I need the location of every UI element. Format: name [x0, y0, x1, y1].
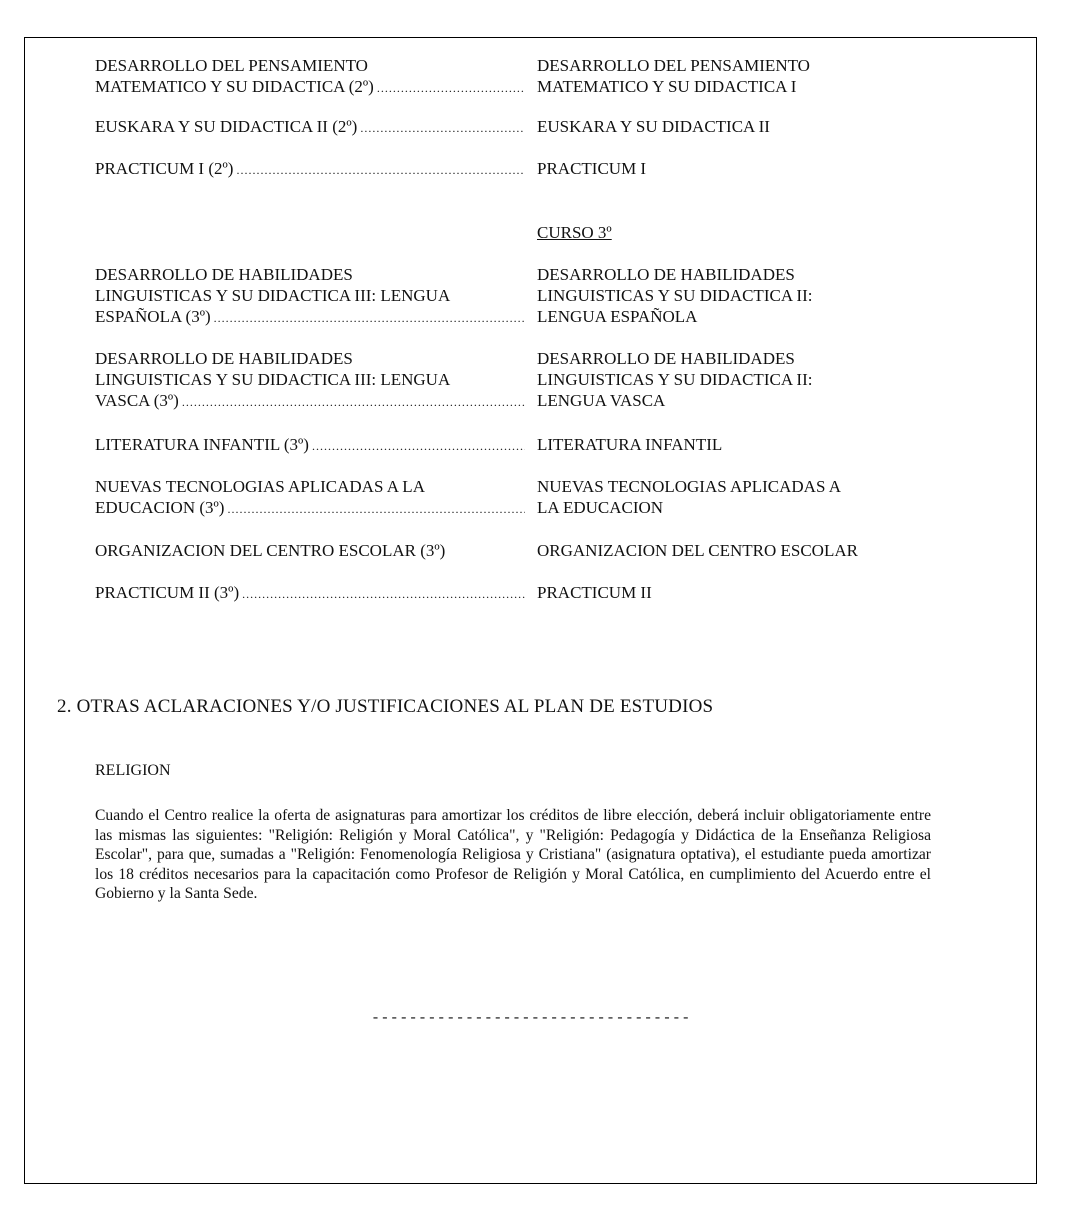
- new-subject-line: LINGUISTICAS Y SU DIDACTICA II:: [537, 286, 813, 305]
- new-subject: [537, 264, 937, 327]
- old-subject-line-dotted: [95, 76, 525, 99]
- old-subject-line: LITERATURA INFANTIL (3º): [95, 435, 309, 454]
- old-subject-line: EUSKARA Y SU DIDACTICA II (2º): [95, 117, 358, 136]
- old-subject-line: DESARROLLO DEL PENSAMIENTO: [95, 56, 368, 75]
- new-subject-line: PRACTICUM I: [537, 159, 647, 178]
- section-subheading: RELIGION: [95, 762, 171, 779]
- old-subject-line: MATEMATICO Y SU DIDACTICA (2º): [95, 77, 374, 96]
- document-frame: [24, 37, 1037, 1184]
- old-subject-line-dotted: [95, 582, 525, 605]
- section-heading: 2. OTRAS ACLARACIONES Y/O JUSTIFICACIONES AL PLAN DE ESTUDIOS: [57, 696, 714, 717]
- old-subject-line: DESARROLLO DE HABILIDADES: [95, 265, 353, 284]
- old-subject: [95, 582, 525, 605]
- old-subject-line-dotted: [95, 306, 525, 329]
- course-heading-cell: [537, 222, 937, 243]
- old-subject-line: EDUCACION (3º): [95, 498, 225, 517]
- old-subject: [95, 158, 525, 181]
- new-subject: [537, 582, 937, 603]
- old-subject-line: ESPAÑOLA (3º): [95, 307, 211, 326]
- new-subject-line: LENGUA ESPAÑOLA: [537, 307, 698, 326]
- old-subject: [95, 348, 525, 413]
- new-subject-line: DESARROLLO DEL PENSAMIENTO: [537, 56, 810, 75]
- old-subject-line: PRACTICUM II (3º): [95, 583, 240, 602]
- old-subject: [95, 55, 525, 99]
- new-subject-line: DESARROLLO DE HABILIDADES: [537, 349, 795, 368]
- old-subject-line: LINGUISTICAS Y SU DIDACTICA III: LENGUA: [95, 286, 451, 305]
- old-subject: [95, 264, 525, 329]
- new-subject-line: PRACTICUM II: [537, 583, 652, 602]
- new-subject: [537, 348, 937, 411]
- new-subject-line: LENGUA VASCA: [537, 391, 666, 410]
- dot-leader: [242, 584, 525, 605]
- old-subject-line: NUEVAS TECNOLOGIAS APLICADAS A LA: [95, 477, 425, 496]
- old-subject-line-dotted: [95, 390, 525, 413]
- old-subject-line: ORGANIZACION DEL CENTRO ESCOLAR (3º): [95, 541, 446, 560]
- old-subject-line: LINGUISTICAS Y SU DIDACTICA III: LENGUA: [95, 370, 451, 389]
- old-subject-line-dotted: [95, 497, 525, 520]
- old-subject: [95, 116, 525, 139]
- old-subject: [95, 434, 525, 457]
- old-subject-line-dotted: [95, 434, 525, 457]
- new-subject-line: DESARROLLO DE HABILIDADES: [537, 265, 795, 284]
- dot-leader: [227, 499, 525, 520]
- old-subject-line-dotted: [95, 158, 525, 181]
- new-subject: [537, 55, 937, 97]
- new-subject-line: MATEMATICO Y SU DIDACTICA I: [537, 77, 797, 96]
- new-subject-line: EUSKARA Y SU DIDACTICA II: [537, 117, 770, 136]
- dot-leader: [360, 118, 525, 139]
- new-subject: [537, 476, 937, 518]
- dot-leader: [377, 78, 525, 99]
- new-subject-line: LINGUISTICAS Y SU DIDACTICA II:: [537, 370, 813, 389]
- dot-leader: [236, 160, 525, 181]
- end-divider: ----------------------------------: [371, 1010, 691, 1027]
- new-subject: [537, 540, 937, 561]
- course-heading: CURSO 3º: [537, 223, 612, 242]
- old-subject-line: VASCA (3º): [95, 391, 179, 410]
- new-subject-line: NUEVAS TECNOLOGIAS APLICADAS A: [537, 477, 841, 496]
- new-subject-line: ORGANIZACION DEL CENTRO ESCOLAR: [537, 541, 858, 560]
- new-subject-line: LITERATURA INFANTIL: [537, 435, 723, 454]
- old-subject: [95, 540, 525, 561]
- dot-leader: [312, 436, 525, 457]
- old-subject: [95, 476, 525, 520]
- dot-leader: [182, 392, 525, 413]
- old-subject-line-dotted: [95, 116, 525, 139]
- new-subject: [537, 434, 937, 455]
- old-subject-line: PRACTICUM I (2º): [95, 159, 234, 178]
- new-subject: [537, 116, 937, 137]
- section-paragraph: Cuando el Centro realice la oferta de asignaturas para amortizar los créditos de libre elección, deberá incluir obligatoriamente entre las mismas las siguientes: "Religión: Religión y Moral Católica", y "Religión: Pedagogía y Didáctica de la Enseñanza Religiosa Escolar", para que, sumadas a "Religión: Fenomenología Religiosa y Cristiana" (asignatura optativa), el estudiante pueda amortizar los 18 créditos necesarios para la capacitación como Profesor de Religión y Moral Católica, en cumplimiento del Acuerdo entre el Gobierno y la Santa Sede.: [95, 807, 931, 902]
- new-subject-line: LA EDUCACION: [537, 498, 664, 517]
- old-subject-line: DESARROLLO DE HABILIDADES: [95, 349, 353, 368]
- new-subject: [537, 158, 937, 179]
- dot-leader: [214, 308, 525, 329]
